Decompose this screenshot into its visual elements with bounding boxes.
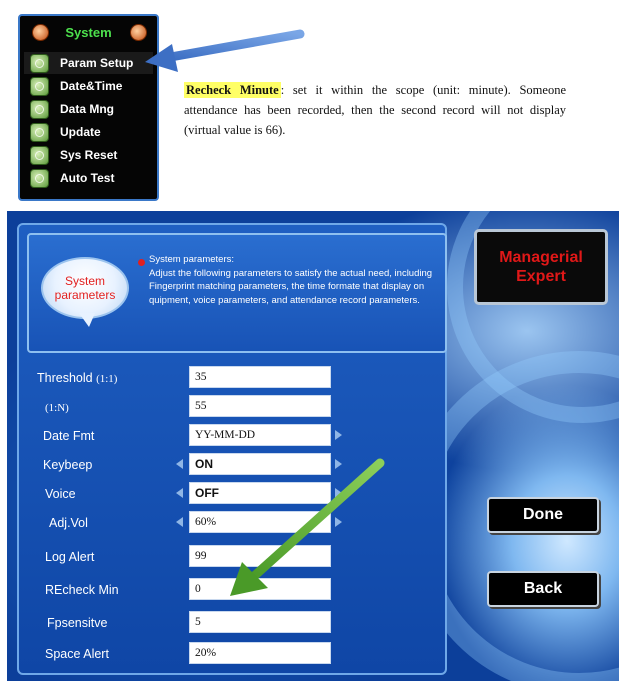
menu-item-update[interactable] — [24, 121, 153, 143]
param-label — [45, 395, 69, 419]
param-value-input[interactable]: 0 — [189, 578, 331, 600]
menu-title: System — [65, 25, 112, 40]
param-row-space-alert — [37, 642, 337, 666]
done-button[interactable]: Done — [487, 497, 599, 533]
right-arrow-icon[interactable] — [335, 459, 342, 469]
brand-line-2: Expert — [516, 268, 566, 285]
info-text — [149, 253, 441, 307]
annotation — [184, 80, 566, 140]
back-button[interactable]: Back — [487, 571, 599, 607]
param-label: Date Fmt — [43, 429, 95, 443]
right-arrow-icon[interactable] — [335, 488, 342, 498]
menu-item-label: Data Mng — [60, 102, 114, 116]
menu-item-date-time[interactable] — [24, 75, 153, 97]
param-label: Voice — [45, 487, 76, 501]
param-row-threshold-1-1 — [37, 366, 337, 390]
bullet-icon — [138, 259, 145, 266]
param-row-voice — [37, 482, 337, 506]
data-mng-icon — [30, 100, 49, 119]
info-title: System parameters: — [149, 254, 234, 265]
param-setup-icon — [30, 54, 49, 73]
left-arrow-icon[interactable] — [176, 459, 183, 469]
menu-item-data-mng[interactable] — [24, 98, 153, 120]
param-row-log-alert — [37, 545, 337, 569]
param-value-select[interactable]: 60% — [189, 511, 331, 533]
right-arrow-icon[interactable] — [335, 517, 342, 527]
info-body: Adjust the following parameters to satisfy the actual need, including Fingerprint matching parameters, the time formate that display on quipment, voice parameters, and attendance record parameters. — [149, 267, 433, 306]
param-label-text: Threshold — [37, 371, 93, 385]
bubble-tail — [79, 313, 95, 327]
param-label: Log Alert — [45, 550, 95, 564]
param-label: Keybeep — [43, 458, 93, 472]
blue-arrow-icon — [145, 34, 300, 72]
update-icon — [30, 123, 49, 142]
param-value-input[interactable]: 35 — [189, 366, 331, 388]
param-row-adj-vol — [37, 511, 337, 535]
param-label — [37, 366, 117, 390]
bubble-line-2: parameters — [54, 288, 116, 302]
param-label-suffix: (1:1) — [96, 373, 118, 385]
info-box — [27, 233, 447, 353]
param-value-input[interactable]: 99 — [189, 545, 331, 567]
auto-test-icon — [30, 169, 49, 188]
param-label: Space Alert — [45, 647, 109, 661]
param-row-threshold-1-n — [37, 395, 337, 419]
date-time-icon — [30, 77, 49, 96]
menu-item-param-setup[interactable] — [24, 52, 153, 74]
menu-item-label: Auto Test — [60, 171, 115, 185]
param-label: Adj.Vol — [49, 516, 88, 530]
menu-item-label: Update — [60, 125, 101, 139]
menu-item-label: Sys Reset — [60, 148, 118, 162]
param-value-select[interactable]: YY-MM-DD — [189, 424, 331, 446]
param-row-keybeep — [37, 453, 337, 477]
annotation-text: : set it within the scope (unit: minute). Someone attendance has been recorded, then the second record will not display (virtual value is 66). — [184, 83, 567, 137]
param-value-select[interactable]: ON — [189, 453, 331, 475]
param-label: REcheck Min — [45, 583, 119, 597]
managerial-expert-logo — [474, 229, 608, 305]
annotation-term: Recheck Minute — [186, 83, 279, 97]
param-value-input[interactable]: 5 — [189, 611, 331, 633]
device-screen — [7, 211, 619, 681]
param-row-fpsensitve — [37, 611, 337, 635]
sys-reset-icon — [30, 146, 49, 165]
system-parameters-bubble — [41, 257, 129, 319]
param-row-date-fmt — [37, 424, 337, 448]
menu-item-label: Param Setup — [60, 56, 134, 70]
left-arrow-icon[interactable] — [176, 488, 183, 498]
param-row-recheck-min — [37, 578, 337, 602]
param-value-input[interactable]: 55 — [189, 395, 331, 417]
param-label: Fpsensitve — [47, 616, 108, 630]
param-value-select[interactable]: OFF — [189, 482, 331, 504]
menu-item-sys-reset[interactable] — [24, 144, 153, 166]
menu-item-label: Date&Time — [60, 79, 123, 93]
param-value-input[interactable]: 20% — [189, 642, 331, 664]
menu-item-auto-test[interactable] — [24, 167, 153, 189]
right-arrow-icon[interactable] — [335, 430, 342, 440]
param-label-suffix: (1:N) — [45, 402, 69, 414]
system-menu — [18, 14, 159, 201]
system-right-icon — [130, 24, 147, 41]
brand-line-1: Managerial — [499, 249, 583, 266]
left-arrow-icon[interactable] — [176, 517, 183, 527]
bubble-line-1: System — [64, 274, 105, 288]
